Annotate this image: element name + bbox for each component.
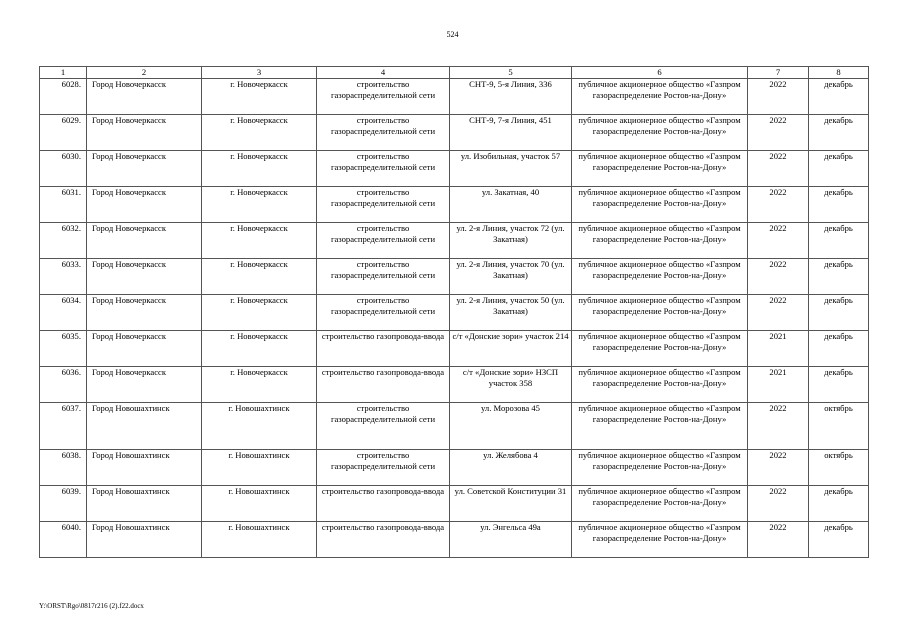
year-cell: 2022: [748, 403, 809, 450]
municipality-cell: Город Новочеркасск: [87, 79, 202, 115]
municipality-cell: Город Новошахтинск: [87, 522, 202, 558]
header-col-2: 2: [87, 67, 202, 79]
work-type-cell: строительство газораспределительной сети: [317, 79, 450, 115]
address-cell: ул. Энгельса 49а: [450, 522, 572, 558]
table-row: [40, 223, 869, 259]
organization-cell: публичное акционерное общество «Газпром газораспределение Ростов-на-Дону»: [572, 259, 748, 295]
year-cell: 2022: [748, 79, 809, 115]
organization-cell: публичное акционерное общество «Газпром газораспределение Ростов-на-Дону»: [572, 450, 748, 486]
settlement-cell: г. Новочеркасск: [202, 115, 317, 151]
municipality-cell: Город Новошахтинск: [87, 486, 202, 522]
year-cell: 2022: [748, 223, 809, 259]
address-cell: ул. 2-я Линия, участок 72 (ул. Закатная): [450, 223, 572, 259]
work-type-cell: строительство газораспределительной сети: [317, 223, 450, 259]
settlement-cell: г. Новошахтинск: [202, 486, 317, 522]
month-cell: декабрь: [809, 223, 869, 259]
work-type-cell: строительство газораспределительной сети: [317, 115, 450, 151]
settlement-cell: г. Новочеркасск: [202, 259, 317, 295]
year-cell: 2022: [748, 295, 809, 331]
header-col-3: 3: [202, 67, 317, 79]
organization-cell: публичное акционерное общество «Газпром газораспределение Ростов-на-Дону»: [572, 151, 748, 187]
work-type-cell: строительство газопровода-ввода: [317, 486, 450, 522]
organization-cell: публичное акционерное общество «Газпром газораспределение Ростов-на-Дону»: [572, 522, 748, 558]
table-row: [40, 115, 869, 151]
municipality-cell: Город Новошахтинск: [87, 403, 202, 450]
month-cell: декабрь: [809, 151, 869, 187]
row-number: 6029.: [40, 115, 87, 151]
work-type-cell: строительство газораспределительной сети: [317, 151, 450, 187]
organization-cell: публичное акционерное общество «Газпром газораспределение Ростов-на-Дону»: [572, 331, 748, 367]
table-row: [40, 486, 869, 522]
address-cell: ул. Морозова 45: [450, 403, 572, 450]
settlement-cell: г. Новочеркасск: [202, 367, 317, 403]
settlement-cell: г. Новочеркасск: [202, 151, 317, 187]
header-col-5: 5: [450, 67, 572, 79]
row-number: 6032.: [40, 223, 87, 259]
header-col-4: 4: [317, 67, 450, 79]
month-cell: декабрь: [809, 331, 869, 367]
address-cell: ул. Изобильная, участок 57: [450, 151, 572, 187]
row-number: 6035.: [40, 331, 87, 367]
address-cell: ул. Желябова 4: [450, 450, 572, 486]
organization-cell: публичное акционерное общество «Газпром газораспределение Ростов-на-Дону»: [572, 187, 748, 223]
table-row: [40, 259, 869, 295]
table-row: [40, 522, 869, 558]
work-type-cell: строительство газораспределительной сети: [317, 295, 450, 331]
work-type-cell: строительство газораспределительной сети: [317, 450, 450, 486]
municipality-cell: Город Новочеркасск: [87, 151, 202, 187]
settlement-cell: г. Новочеркасск: [202, 187, 317, 223]
work-type-cell: строительство газопровода-ввода: [317, 331, 450, 367]
settlement-cell: г. Новошахтинск: [202, 450, 317, 486]
header-col-8: 8: [809, 67, 869, 79]
address-cell: с/т «Донские зори» НЗСП участок 358: [450, 367, 572, 403]
organization-cell: публичное акционерное общество «Газпром газораспределение Ростов-на-Дону»: [572, 115, 748, 151]
table-row: [40, 331, 869, 367]
header-row: [40, 67, 869, 79]
settlement-cell: г. Новочеркасск: [202, 331, 317, 367]
row-number: 6031.: [40, 187, 87, 223]
month-cell: декабрь: [809, 187, 869, 223]
row-number: 6039.: [40, 486, 87, 522]
year-cell: 2021: [748, 367, 809, 403]
row-number: 6034.: [40, 295, 87, 331]
year-cell: 2022: [748, 259, 809, 295]
month-cell: декабрь: [809, 522, 869, 558]
year-cell: 2022: [748, 450, 809, 486]
settlement-cell: г. Новошахтинск: [202, 403, 317, 450]
month-cell: декабрь: [809, 115, 869, 151]
table-row: [40, 151, 869, 187]
municipality-cell: Город Новочеркасск: [87, 223, 202, 259]
header-col-6: 6: [572, 67, 748, 79]
year-cell: 2022: [748, 151, 809, 187]
municipality-cell: Город Новочеркасск: [87, 187, 202, 223]
month-cell: декабрь: [809, 367, 869, 403]
address-cell: СНТ-9, 7-я Линия, 451: [450, 115, 572, 151]
header-col-1: 1: [40, 67, 87, 79]
municipality-cell: Город Новочеркасск: [87, 115, 202, 151]
table-row: [40, 187, 869, 223]
page-number: 524: [446, 30, 459, 39]
organization-cell: публичное акционерное общество «Газпром газораспределение Ростов-на-Дону»: [572, 367, 748, 403]
year-cell: 2022: [748, 486, 809, 522]
organization-cell: публичное акционерное общество «Газпром газораспределение Ростов-на-Дону»: [572, 295, 748, 331]
settlement-cell: г. Новочеркасск: [202, 223, 317, 259]
month-cell: октябрь: [809, 450, 869, 486]
municipality-cell: Город Новочеркасск: [87, 331, 202, 367]
row-number: 6040.: [40, 522, 87, 558]
row-number: 6038.: [40, 450, 87, 486]
organization-cell: публичное акционерное общество «Газпром газораспределение Ростов-на-Дону»: [572, 486, 748, 522]
month-cell: декабрь: [809, 486, 869, 522]
row-number: 6030.: [40, 151, 87, 187]
settlement-cell: г. Новочеркасск: [202, 79, 317, 115]
row-number: 6036.: [40, 367, 87, 403]
work-type-cell: строительство газораспределительной сети: [317, 187, 450, 223]
table-row: [40, 79, 869, 115]
address-cell: ул. 2-я Линия, участок 50 (ул. Закатная): [450, 295, 572, 331]
year-cell: 2022: [748, 115, 809, 151]
organization-cell: публичное акционерное общество «Газпром газораспределение Ростов-на-Дону»: [572, 403, 748, 450]
address-cell: ул. Закатная, 40: [450, 187, 572, 223]
header-col-7: 7: [748, 67, 809, 79]
municipality-cell: Город Новочеркасск: [87, 259, 202, 295]
month-cell: декабрь: [809, 79, 869, 115]
organization-cell: публичное акционерное общество «Газпром газораспределение Ростов-на-Дону»: [572, 79, 748, 115]
table-row: [40, 295, 869, 331]
month-cell: октябрь: [809, 403, 869, 450]
municipality-cell: Город Новочеркасск: [87, 367, 202, 403]
settlement-cell: г. Новочеркасск: [202, 295, 317, 331]
month-cell: декабрь: [809, 259, 869, 295]
table-row: [40, 450, 869, 486]
gasification-table: [39, 66, 869, 558]
address-cell: с/т «Донские зори» участок 214: [450, 331, 572, 367]
work-type-cell: строительство газопровода-ввода: [317, 367, 450, 403]
year-cell: 2022: [748, 522, 809, 558]
municipality-cell: Город Новочеркасск: [87, 295, 202, 331]
month-cell: декабрь: [809, 295, 869, 331]
year-cell: 2022: [748, 187, 809, 223]
address-cell: СНТ-9, 5-я Линия, 336: [450, 79, 572, 115]
table-row: [40, 367, 869, 403]
table-row: [40, 403, 869, 450]
settlement-cell: г. Новошахтинск: [202, 522, 317, 558]
footer-file-path: Y:\ORST\Rgo\0817r216 (2).f22.docx: [39, 602, 144, 610]
row-number: 6033.: [40, 259, 87, 295]
address-cell: ул. 2-я Линия, участок 70 (ул. Закатная): [450, 259, 572, 295]
organization-cell: публичное акционерное общество «Газпром газораспределение Ростов-на-Дону»: [572, 223, 748, 259]
work-type-cell: строительство газораспределительной сети: [317, 403, 450, 450]
municipality-cell: Город Новошахтинск: [87, 450, 202, 486]
row-number: 6037.: [40, 403, 87, 450]
address-cell: ул. Советской Конституции 31: [450, 486, 572, 522]
work-type-cell: строительство газопровода-ввода: [317, 522, 450, 558]
row-number: 6028.: [40, 79, 87, 115]
year-cell: 2021: [748, 331, 809, 367]
work-type-cell: строительство газораспределительной сети: [317, 259, 450, 295]
